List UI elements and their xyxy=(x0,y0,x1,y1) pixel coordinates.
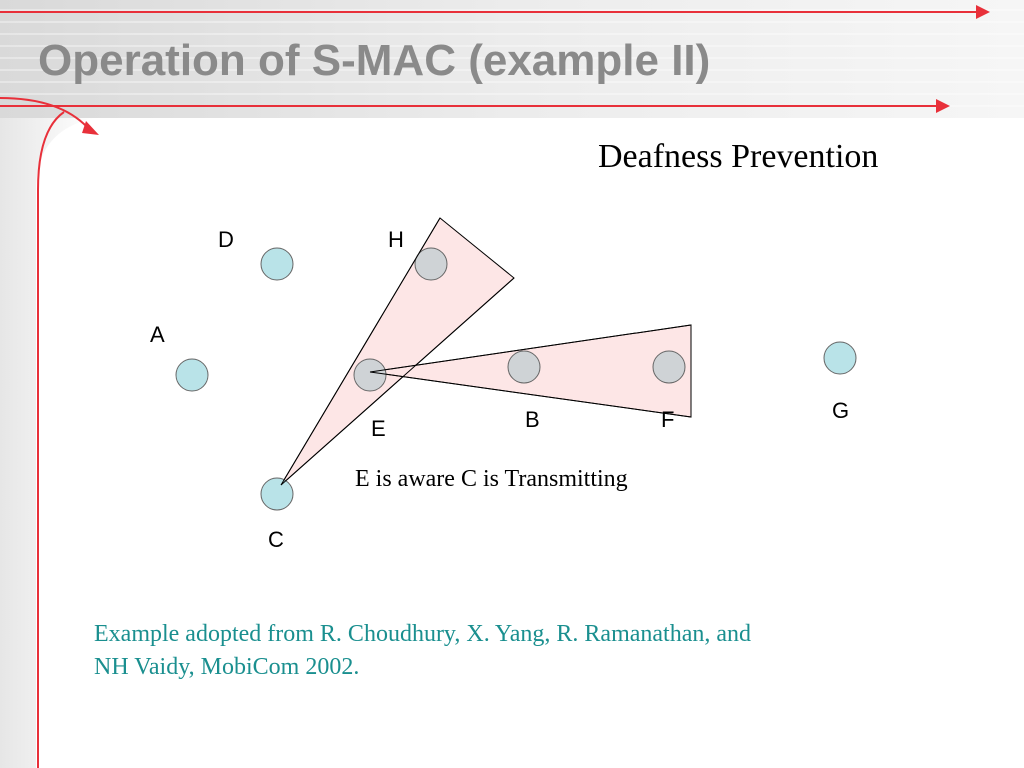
node-label-f: F xyxy=(661,407,675,432)
node-c xyxy=(261,478,293,510)
node-label-e: E xyxy=(371,416,386,441)
slide-title: Operation of S-MAC (example II) xyxy=(38,36,711,85)
node-label-c: C xyxy=(268,527,284,552)
citation xyxy=(94,618,894,684)
node-d xyxy=(261,248,293,280)
node-e xyxy=(354,359,386,391)
citation-line-1: Example adopted from R. Choudhury, X. Yang, R. Ramanathan, and xyxy=(94,621,752,647)
node-label-d: D xyxy=(218,227,234,252)
node-label-g: G xyxy=(832,398,850,423)
node-label-h: H xyxy=(388,227,404,252)
citation-line-2: NH Vaidy, MobiCom 2002. xyxy=(94,654,360,680)
node-label-a: A xyxy=(150,322,165,347)
node-f xyxy=(653,351,685,383)
node-a xyxy=(176,359,208,391)
diagram-subtitle: Deafness Prevention xyxy=(598,138,879,175)
node-label-b: B xyxy=(525,407,540,432)
diagram-caption: E is aware C is Transmitting xyxy=(355,466,628,492)
node-b xyxy=(508,351,540,383)
node-g xyxy=(824,342,856,374)
